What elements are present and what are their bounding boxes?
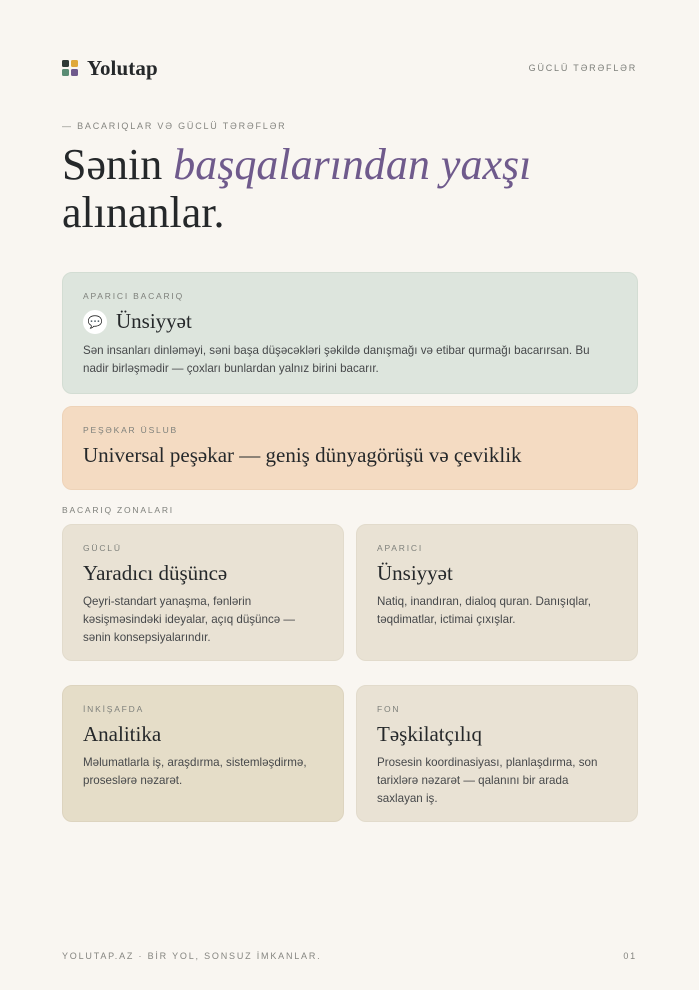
professional-style-card	[62, 406, 638, 490]
logo-square-1	[62, 60, 69, 67]
zone-card-organization	[356, 685, 638, 822]
zone-card-communication	[356, 524, 638, 661]
intro-eyebrow: — BACARIQLAR VƏ GÜCLÜ TƏRƏFLƏR	[62, 121, 287, 131]
zone-label: FON	[377, 704, 401, 714]
zone-title: Təşkilatçılıq	[377, 722, 482, 746]
lead-skill-title: Ünsiyyət	[116, 309, 192, 333]
page-title	[62, 141, 662, 237]
zone-label: APARICI	[377, 543, 423, 553]
lead-skill-card	[62, 272, 638, 394]
headline-start: Sənin	[62, 140, 174, 189]
zone-text: Natiq, inandıran, dialoq quran. Danışıqlar, təqdimatlar, ictimai çıxışlar.	[377, 595, 591, 626]
brand-name: Yolutap	[87, 55, 158, 80]
skill-zones-label: BACARIQ ZONALARI	[62, 505, 174, 515]
logo-square-2	[71, 60, 78, 67]
zone-text: Prosesin koordinasiyası, planlaşdırma, son tarixlərə nəzarət — qalanını bir arada saxlayan iş.	[377, 756, 598, 805]
professional-style-title: Universal peşəkar — geniş dünyagörüşü və çeviklik	[83, 443, 522, 467]
headline-end: alınanlar.	[62, 188, 225, 237]
headline-accent: başqalarından yaxşı	[173, 140, 532, 189]
page-number: 01	[623, 951, 637, 961]
zone-title: Yaradıcı düşüncə	[83, 561, 228, 585]
footer-tagline[interactable]: YOLUTAP.AZ · BİR YOL, SONSUZ İMKANLAR.	[62, 951, 322, 961]
logo-square-4	[71, 69, 78, 76]
logo-icon	[62, 60, 78, 76]
zone-text: Qeyri-standart yanaşma, fənlərin kəsişməsindəki ideyalar, açıq düşüncə — sənin konsepsiyalarındır.	[83, 595, 296, 644]
zone-card-creative	[62, 524, 344, 661]
zone-title: Analitika	[83, 722, 162, 746]
professional-style-label: PEŞƏKAR ÜSLUB	[83, 425, 178, 435]
zone-title: Ünsiyyət	[377, 561, 453, 585]
zone-label: İNKİŞAFDA	[83, 704, 145, 714]
speech-bubble-icon: 💬	[83, 310, 107, 334]
zone-text: Məlumatlarla iş, araşdırma, sistemləşdirmə, proseslərə nəzarət.	[83, 756, 307, 787]
brand[interactable]	[62, 56, 158, 81]
section-nav-label: GÜCLÜ TƏRƏFLƏR	[528, 63, 637, 73]
lead-skill-text: Sən insanları dinləməyi, səni başa düşəcəkləri şəkildə danışmağı və etibar qurmağı bacarırsan. Bu nadir birləşmədir — çoxları bunlardan yalnız birini bacarır.	[83, 344, 590, 375]
zone-label: GÜCLÜ	[83, 543, 122, 553]
logo-square-3	[62, 69, 69, 76]
lead-skill-title-row	[83, 309, 617, 334]
page-header	[62, 55, 637, 81]
lead-skill-label: APARICI BACARIQ	[83, 291, 184, 301]
zone-card-analytics	[62, 685, 344, 822]
